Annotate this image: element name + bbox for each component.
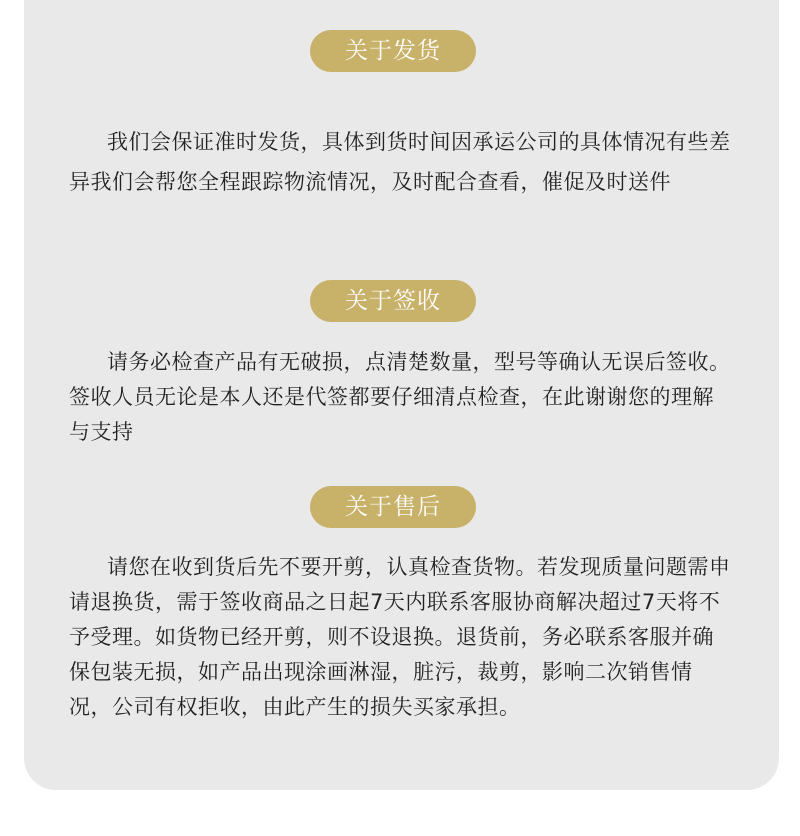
section-body-receipt: 请务必检查产品有无破损，点清楚数量，型号等确认无误后签收。签收人员无论是本人还是代签都要仔细清点检查，在此谢谢您的理解与支持	[69, 350, 731, 444]
section-body-after-sales: 请您在收到货后先不要开剪，认真检查货物。若发现质量问题需申请退换货，需于签收商品之日起7天内联系客服协商解决超过7天将不予受理。如货物已经开剪，则不设退换。退货前，务必联系客服并确保包装无损，如产品出现涂画淋湿，脏污，裁剪，影响二次销售情况，公司有权拒收，由此产生的损失买家承担。	[69, 555, 731, 719]
policy-card	[24, 0, 779, 790]
section-title-receipt: 关于签收	[310, 280, 476, 322]
section-title-shipping: 关于发货	[310, 30, 476, 72]
section-title-after-sales: 关于售后	[310, 486, 476, 528]
section-body-shipping: 我们会保证准时发货，具体到货时间因承运公司的具体情况有些差异我们会帮您全程跟踪物流情况，及时配合查看，催促及时送件	[69, 130, 731, 194]
